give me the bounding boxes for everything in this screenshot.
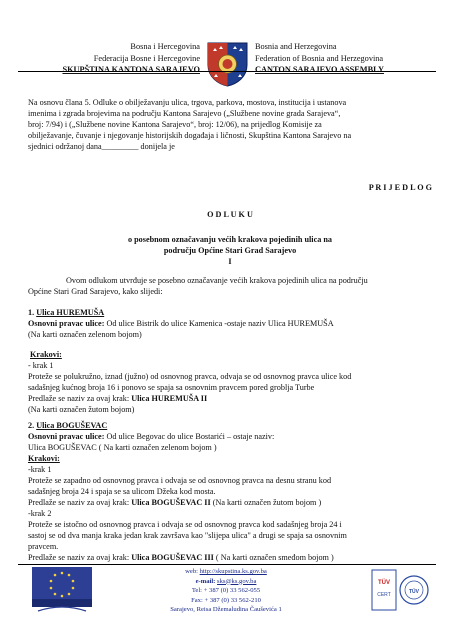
street-1-block	[28, 307, 432, 415]
street-2-block	[28, 420, 432, 563]
svg-text:CERT: CERT	[377, 592, 391, 598]
footer-tel: Tel: + 387 (0) 33 562-055	[191, 587, 261, 594]
footer-fax: Fax: + 387 (0) 33 562-210	[191, 596, 261, 604]
intro-line: Na osnovu člana 5. Odluke o obilježavanju ulica, trgova, parkova, mostova, institucija i ustanova	[28, 98, 347, 107]
svg-text:TÜV: TÜV	[378, 580, 390, 586]
street-2-proposed-2-label: Predlaže se naziv za ovaj krak:	[28, 553, 132, 562]
street-2-krak-2: -krak 2	[28, 509, 52, 518]
street-2-desc-line: pravcem.	[28, 542, 59, 551]
odluka-title: O D L U K U	[207, 210, 253, 219]
street-1-map: (Na karti označen žutom bojom)	[28, 405, 135, 414]
street-1-desc-line: Proteže se polukružno, iznad (južno) od osnovnog pravca, odvaja se od osnovnog pravca ulice kod	[28, 372, 352, 381]
street-1-main-map: (Na karti označen zelenom bojom)	[28, 330, 142, 339]
street-2-desc-line: sastoj se od dva manja kraka jedan krak završava kao "slijepa ulica" a drugi se spaja sa osnovnim	[28, 531, 347, 540]
header-right-country: Bosnia and Herzegovina	[255, 42, 337, 51]
street-2-krakovi-label: Krakovi:	[28, 454, 60, 463]
street-2-main-label: Osnovni pravac ulice:	[28, 432, 105, 441]
canton-coat-of-arms-icon	[205, 41, 250, 87]
street-1-main-text: Od ulice Bistrik do ulice Kamenica -ostaje naziv Ulica HUREMUŠA	[104, 319, 334, 328]
footer-web-link[interactable]: http://skupstina.ks.gov.ba	[199, 568, 267, 575]
street-2-krak-1: -krak 1	[28, 465, 52, 474]
street-1-proposed-label: Predlaže se naziv za ovaj krak:	[28, 394, 132, 403]
section-text-line-2: Općine Stari Grad Sarajevo, kako slijedi:	[28, 287, 163, 296]
decision-subtitle	[28, 234, 432, 256]
intro-line: imenima i zgrada brojevima na području Kantona Sarajevo („Službene novine grada Sarajeva“,	[28, 109, 341, 118]
section-text-line-1: Ovom odlukom utvrđuje se posebno označavanje većih krakova pojedinih ulica na području	[66, 276, 368, 285]
street-2-main-name-line: Ulica BOGUŠEVAC ( Na karti označen zelenom bojom )	[28, 443, 217, 452]
footer-email-link[interactable]: sks@ks.gov.ba	[217, 577, 257, 585]
street-2-desc-line: Proteže se zapadno od osnovnog pravca i odvaja se od osnovnog pravca na desnu stranu kod	[28, 476, 332, 485]
street-2-proposed-2-map: ( Na karti označen smeđom bojom )	[213, 553, 334, 562]
street-1-proposed-name: Ulica HUREMUŠA II	[131, 394, 208, 403]
street-2-name: Ulica BOGUŠEVAC	[36, 421, 108, 430]
tuv-cert-logo-icon	[370, 568, 430, 614]
street-1-krak-1: - krak 1	[28, 361, 54, 370]
header-left-federation: Federacija Bosne i Hercegovine	[93, 53, 200, 63]
footer-email-label: e-mail:	[195, 577, 218, 585]
header-left-assembly: SKUPŠTINA KANTONA SARAJEVO	[62, 65, 200, 74]
svg-text:TÜV: TÜV	[409, 589, 419, 595]
street-2-desc-line: Proteže se istočno od osnovnog pravca i odvaja se od osnovnog pravca kod sadašnjeg broja 24 i	[28, 520, 342, 529]
intro-line: obilježavanje, čuvanje i njegovanje historijskih događaja i ličnosti, Skupština Kantona Sarajevo na	[28, 131, 352, 140]
intro-line: broj: 7/94) i („Službene novine Kantona Sarajevo“, broj: 12/06), na prijedlog Komisije za	[28, 120, 322, 129]
street-2-proposed-2-name: Ulica BOGUŠEVAC III	[131, 553, 214, 562]
street-1-desc-line: sadašnjeg kućnog broja 16 i ponovo se spaja sa osnovnim pravcem pored groblja Turbe	[28, 383, 315, 392]
street-1-name: Ulica HUREMUŠA	[36, 308, 105, 317]
header-right-assembly: CANTON SARAJEVO ASSEMBLY	[255, 65, 384, 74]
footer-address: Sarajevo, Reisa Džemaludina Čauševića 1	[170, 606, 282, 613]
section-paragraph	[28, 275, 432, 297]
street-2-proposed-1-name: Ulica BOGUŠEVAC II	[131, 498, 211, 507]
intro-paragraph	[28, 97, 432, 152]
footer-divider	[18, 564, 436, 565]
street-2-proposed-1-label: Predlaže se naziv za ovaj krak:	[28, 498, 132, 507]
subtitle-line-2: području Općine Stari Grad Sarajevo	[163, 246, 297, 255]
header-divider	[18, 71, 436, 72]
street-1-number: 1.	[28, 308, 35, 317]
street-2-number: 2.	[28, 421, 35, 430]
intro-line: sjednici održanoj dana_________ donijela je	[28, 142, 175, 151]
street-2-desc-line: sadašnjeg broja 24 i spaja se sa ulicom Džeka kod mosta.	[28, 487, 216, 496]
header-left-country: Bosna i Hercegovina	[130, 42, 200, 51]
street-1-krakovi-label: Krakovi:	[30, 350, 62, 359]
footer-contact	[150, 567, 302, 615]
street-2-main-text: Od ulice Begovac do ulice Bostarići – ostaje naziv:	[104, 432, 275, 441]
street-2-proposed-1-map: (Na karti označen žutom bojom )	[210, 498, 322, 507]
footer-web-label: web:	[185, 568, 200, 575]
european-region-logo-icon	[32, 567, 92, 615]
prijedlog-label: P R I J E D L O G	[368, 183, 432, 192]
section-numeral: I	[228, 257, 232, 266]
subtitle-line-1: o posebnom označavanju većih krakova pojedinih ulica na	[127, 235, 333, 244]
header-right-federation: Federation of Bosnia and Herzegovina	[255, 53, 384, 63]
street-1-main-label: Osnovni pravac ulice:	[28, 319, 105, 328]
